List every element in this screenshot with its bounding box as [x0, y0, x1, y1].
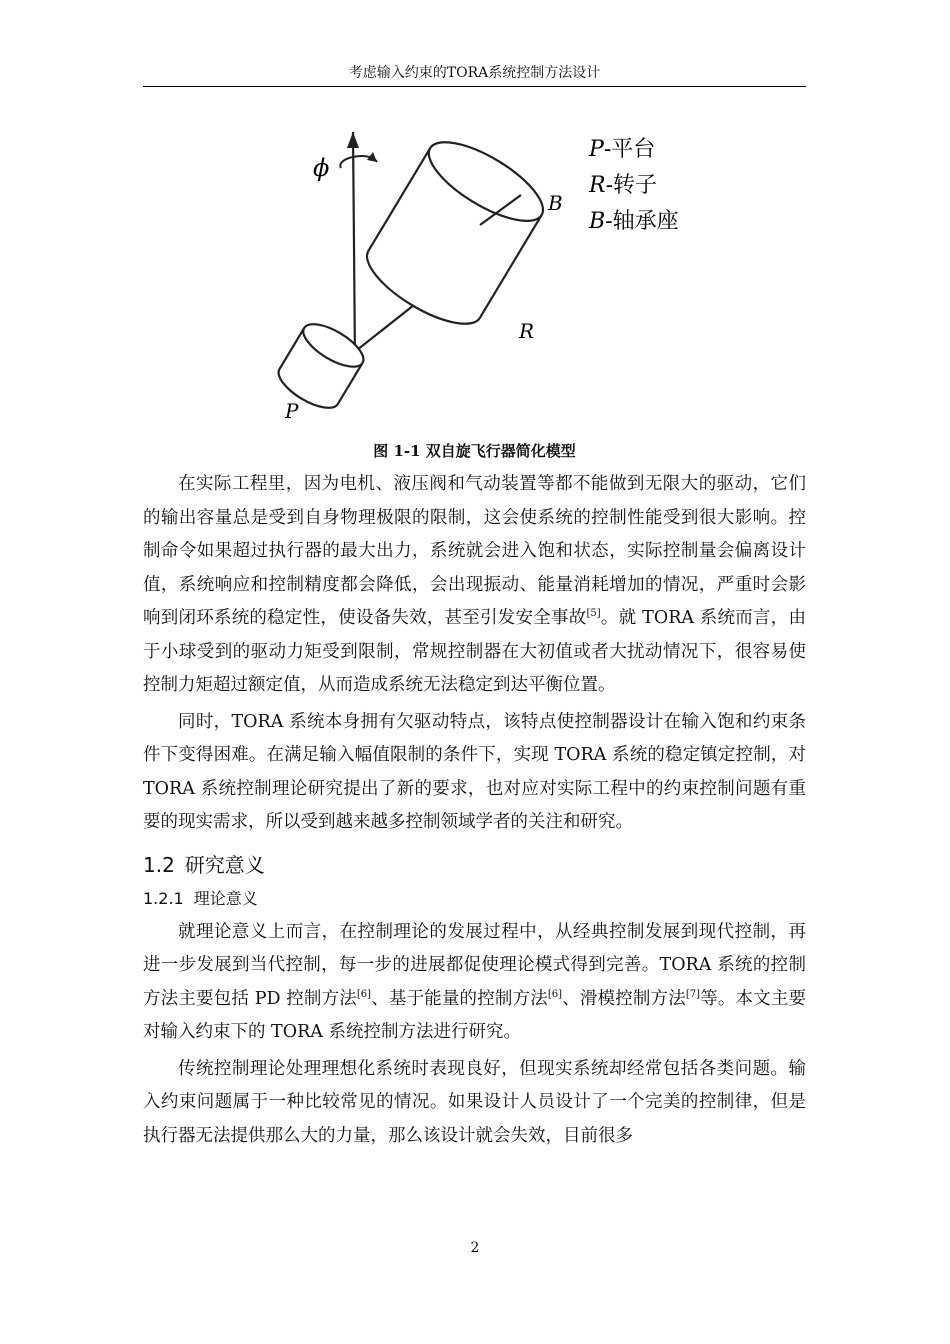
citation-ref[interactable]: [5]	[586, 608, 601, 619]
header-rule	[143, 86, 806, 87]
paragraph-traditional: 传统控制理论处理理想化系统时表现良好，但现实系统却经常包括各类问题。输入约束问题属于一种比较常见的情况。如果设计人员设计了一个完美的控制律，但是执行器无法提供那么大的力量，那么该设计就会失效，目前很多	[143, 1058, 806, 1146]
rotor-cylinder	[356, 128, 554, 339]
subsection-heading: 1.2.1 理论意义	[143, 888, 258, 908]
spin-axis	[353, 132, 355, 360]
label-B: B	[548, 191, 563, 215]
figure-dual-spin-model	[265, 118, 695, 428]
paragraph-saturation: 在实际工程里，因为电机、液压阀和气动装置等都不能做到无限大的驱动，它们的输出容量总是受到自身物理极限的限制，这会使系统的控制性能受到很大影响。控制命令如果超过执行器的最大出力，系统就会进入饱和状态，实际控制量会偏离设计值，系统响应和控制精度都会降低，会出现振动、能量消耗增加的情况，严重时会影响到闭环系统的稳定性，使设备失效，甚至引发安全事故[5]。就 TORA 系统而言，由于小球受到的驱动力矩受到限制，常规控制器在大初值或者大扰动情况下，很容易使控制力矩超过额定值，从而造成系统无法稳定到达平衡位置。	[143, 474, 807, 695]
paragraph-underactuated: 同时，TORA 系统本身拥有欠驱动特点，该特点使控制器设计在输入饱和约束条件下变得困难。在满足输入幅值限制的条件下，实现 TORA 系统的稳定镇定控制，对 TORA 系统控制理论研究提出了新的要求，也对应对实际工程中的约束控制问题有重要的现实需求，所以受到越来越多控制领域学者的关注和研究。	[143, 711, 806, 832]
citation-ref[interactable]: [6]	[356, 988, 372, 1000]
label-R: R	[519, 319, 535, 343]
label-phi: ϕ	[313, 154, 330, 182]
citation-ref[interactable]: [7]	[685, 988, 701, 1000]
legend-item-bearing: B-轴承座	[589, 209, 679, 234]
citation-ref[interactable]: [6]	[547, 988, 563, 1000]
paragraph-theory: 就理论意义上而言，在控制理论的发展过程中，从经典控制发展到现代控制，再进一步发展到当代控制，每一步的进展都促使理论模式得到完善。TORA 系统的控制方法主要包括 PD 控制方法[6]、基于能量的控制方法[6]、滑模控制方法[7]等。本文主要对输入约束下的 TORA 系统控制方法进行研究。	[143, 921, 807, 1042]
running-header: 考虑输入约束的TORA系统控制方法设计	[348, 65, 601, 81]
model-diagram	[265, 118, 695, 428]
page-number: 2	[470, 1240, 480, 1256]
axis-arrowhead	[347, 132, 359, 148]
figure-legend	[588, 137, 679, 234]
legend-item-rotor: R-转子	[589, 173, 658, 198]
section-heading: 1.2 研究意义	[143, 852, 265, 877]
figure-caption: 图 1-1 双自旋飞行器简化模型	[373, 442, 576, 460]
legend-item-platform: P-平台	[589, 137, 656, 162]
label-P: P	[285, 399, 299, 423]
body-text	[143, 468, 806, 1153]
